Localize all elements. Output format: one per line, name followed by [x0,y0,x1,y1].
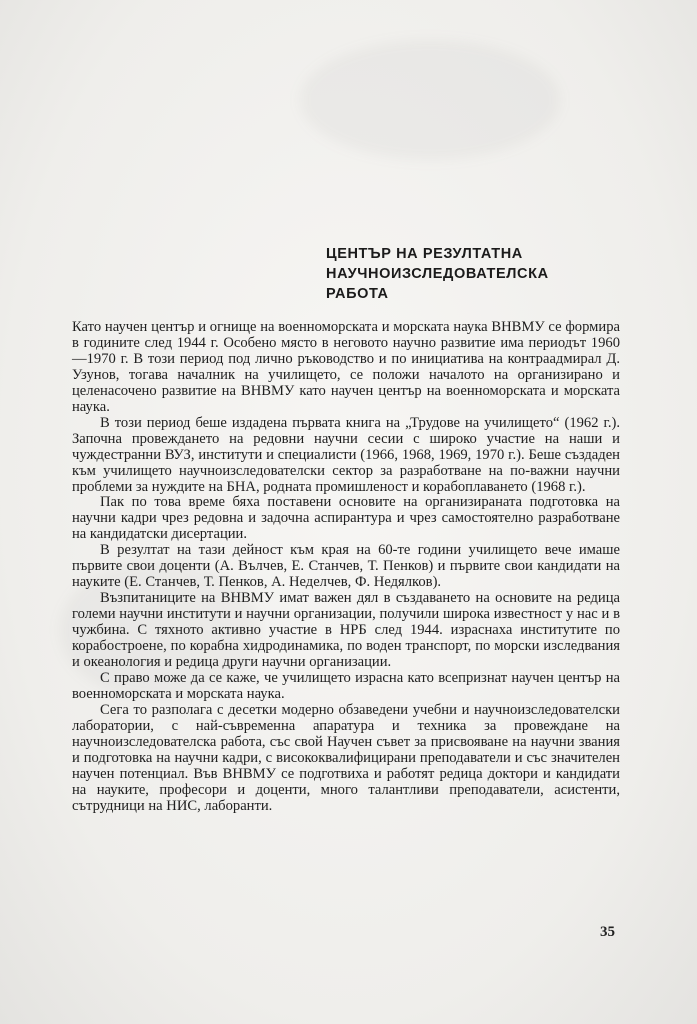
heading-line: ЦЕНТЪР НА РЕЗУЛТАТНА [326,246,523,262]
paragraph: Възпитаниците на ВНВМУ имат важен дял в създаването на основите на редица големи научни институти и научни организации, получили широка известност у нас и в чужбина. С тяхното активно участие в НРБ след 1944. израснаха институтите по корабостроене, по корабна хидродинамика, по воден транспорт, по морски изследвания и океанология и редица други научни организации. [72,590,620,671]
body-text [72,320,620,815]
paragraph: Пак по това време бяха поставени основите на организираната подготовка на научни кадри чрез редовна и задочна аспирантура и чрез самостоятелно разработване на кандидатски дисертации. [72,494,620,543]
heading-line: РАБОТА [326,286,389,302]
heading-line: НАУЧНОИЗСЛЕДОВАТЕЛСКА [326,266,549,282]
paragraph: Сега то разполага с десетки модерно обзаведени учебни и научноизследователски лаборатории, с най-съвременна апаратура и техника за провеждане на научноизследователска работа, със свой Научен съвет за присвояване на научни звания и подготовка на научни кадри, с висококвалифицирани преподаватели и със значителен научен потенциал. Във ВНВМУ се подготвиха и работят редица доктори и кандидати на науките, професори и доценти, много талантливи преподаватели, асистенти, сътрудници на НИС, лаборанти. [72,701,620,814]
page-number: 35 [600,924,615,940]
section-heading [326,244,626,304]
scan-smudge [300,40,560,160]
paragraph: В този период беше издадена първата книга на „Трудове на училището“ (1962 г.). Започна провеждането на редовни научни сесии с широко участие на наши и чуждестранни ВУЗ, институти и специалисти (1966, 1968, 1969, 1970 г.). Беше създаден към училището научноизследователски сектор за разработване на по-важни научни проблеми за нуждите на БНА, родната промишленост и корабоплаването (1968 г.). [72,414,620,495]
paragraph: Като научен център и огнище на военноморската и морската наука ВНВМУ се формира в годините след 1944 г. Особено място в неговото научно развитие има периодът 1960—1970 г. В този период под лично ръководство и по инициатива на контраадмирал Д. Узунов, тогава началник на училището, се положи началото на организирано и целенасочено развитие на ВНВМУ като научен център на военноморската и морската наука. [72,319,620,415]
paragraph: В резултат на тази дейност към края на 60-те години училището вече имаше първите свои доценти (А. Вълчев, Е. Станчев, Т. Пенков) и първите свои кандидати на науките (Е. Станчев, Т. Пенков, А. Неделчев, Ф. Недялков). [72,542,620,591]
paragraph: С право може да се каже, че училището израсна като всепризнат научен център на военноморската и морската наука. [72,669,620,702]
